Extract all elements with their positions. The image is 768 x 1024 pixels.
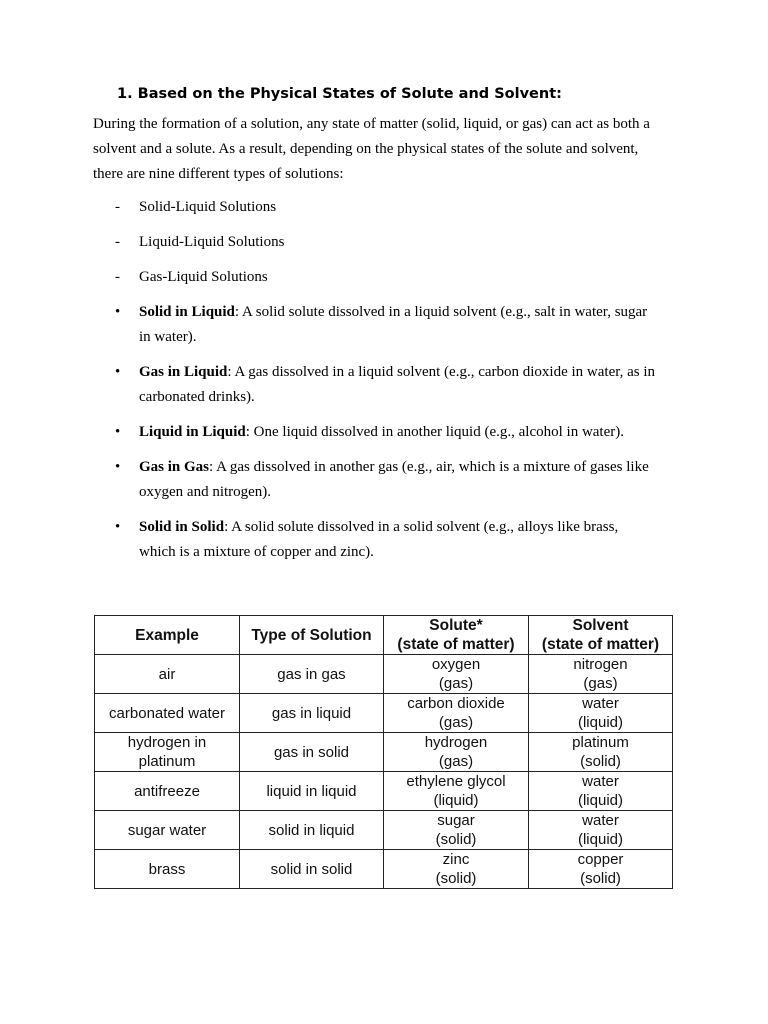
cell-text: hydrogen in: [127, 734, 207, 751]
cell-text: hydrogen: [424, 734, 488, 751]
cell-text: oxygen: [431, 656, 481, 673]
bullet-text: : A gas dissolved in another gas (e.g., air, which is a mixture of gases like: [209, 459, 649, 475]
dash-marker: -: [115, 234, 120, 250]
header-text: (state of matter): [397, 636, 515, 653]
table-cell: [384, 655, 529, 694]
table-cell: [95, 850, 240, 889]
bullet-item: [93, 455, 683, 505]
table-cell: [95, 772, 240, 811]
header-text: Example: [135, 626, 199, 644]
cell-text: solid in liquid: [268, 821, 355, 839]
header-text: Type of Solution: [251, 626, 372, 644]
cell-text: (liquid): [433, 792, 479, 809]
header-solute: [384, 616, 529, 655]
header-solvent: [529, 616, 673, 655]
cell-text: (liquid): [577, 792, 623, 809]
table-cell: [529, 655, 673, 694]
list-item: [93, 230, 683, 255]
cell-text: platinum: [572, 734, 629, 751]
dash-marker: -: [115, 269, 120, 285]
cell-text: (solid): [580, 870, 621, 887]
table-row: [95, 772, 673, 811]
intro-line: there are nine different types of solutions:: [93, 166, 344, 182]
cell-text: (solid): [435, 831, 477, 848]
bullet-marker: •: [115, 519, 121, 535]
cell-text: sugar water: [127, 821, 207, 839]
table-cell: [384, 772, 529, 811]
cell-text: brass: [148, 860, 186, 878]
bullet-text: : A gas dissolved in a liquid solvent (e.g., carbon dioxide in water, as in: [227, 364, 656, 380]
cell-text: solid in solid: [270, 860, 353, 878]
cell-text: gas in liquid: [271, 704, 352, 722]
dash-marker: -: [115, 199, 120, 215]
bullet-term: Liquid in Liquid: [139, 424, 246, 440]
bullet-text: carbonated drinks).: [139, 389, 255, 405]
table-cell: [529, 694, 673, 733]
table-cell: [240, 655, 384, 694]
table-row: [95, 733, 673, 772]
list-item-text: Solid-Liquid Solutions: [139, 199, 277, 215]
table-cell: [384, 733, 529, 772]
table-cell: [240, 733, 384, 772]
intro-paragraph: [93, 112, 683, 187]
bullet-item: [93, 515, 683, 565]
table-cell: [529, 850, 673, 889]
table-cell: [240, 811, 384, 850]
table-cell: [95, 733, 240, 772]
solutions-table: [94, 615, 673, 889]
table-cell: [529, 811, 673, 850]
intro-line: solvent and a solute. As a result, depending on the physical states of the solute and solvent,: [93, 141, 639, 157]
table-cell: [529, 733, 673, 772]
table-cell: [384, 811, 529, 850]
cell-text: carbon dioxide: [407, 695, 505, 712]
header-text: Solute*: [429, 617, 483, 634]
bullet-text: : A solid solute dissolved in a solid solvent (e.g., alloys like brass,: [224, 519, 619, 535]
cell-text: sugar: [437, 812, 475, 829]
table-row: [95, 655, 673, 694]
table-cell: [95, 811, 240, 850]
table-header-row: [95, 616, 673, 655]
cell-text: (gas): [438, 675, 474, 692]
cell-text: zinc: [442, 851, 470, 868]
solutions-table-container: [94, 615, 673, 889]
bullet-marker: •: [115, 424, 121, 440]
list-item-text: Liquid-Liquid Solutions: [139, 234, 285, 250]
table-cell: [95, 655, 240, 694]
cell-text: air: [158, 665, 176, 683]
cell-text: carbonated water: [109, 704, 225, 722]
table-row: [95, 694, 673, 733]
list-item: [93, 195, 683, 220]
cell-text: (gas): [438, 714, 474, 731]
bullet-text: : A solid solute dissolved in a liquid solvent (e.g., salt in water, sugar: [234, 304, 648, 320]
table-cell: [240, 850, 384, 889]
cell-text: ethylene glycol: [406, 773, 506, 790]
header-type: [240, 616, 384, 655]
bullet-text: oxygen and nitrogen).: [139, 484, 272, 500]
cell-text: water: [582, 773, 619, 790]
bullet-item: [93, 420, 683, 445]
header-example: [95, 616, 240, 655]
table-cell: [95, 694, 240, 733]
bullet-term: Gas in Liquid: [139, 364, 228, 380]
bullet-marker: •: [115, 304, 121, 320]
cell-text: gas in solid: [273, 743, 350, 761]
table-row: [95, 811, 673, 850]
cell-text: (liquid): [577, 831, 623, 848]
cell-text: gas in gas: [277, 665, 346, 683]
cell-text: (solid): [580, 753, 621, 770]
cell-text: water: [582, 812, 619, 829]
cell-text: (liquid): [577, 714, 623, 731]
table-row: [95, 850, 673, 889]
cell-text: water: [582, 695, 619, 712]
cell-text: (gas): [583, 675, 618, 692]
list-item: [93, 265, 683, 290]
cell-text: platinum: [138, 753, 196, 770]
cell-text: copper: [577, 851, 624, 868]
table-cell: [384, 850, 529, 889]
cell-text: (solid): [435, 870, 477, 887]
table-cell: [529, 772, 673, 811]
bullet-marker: •: [115, 459, 121, 475]
header-text: (state of matter): [541, 636, 660, 653]
cell-text: liquid in liquid: [266, 782, 357, 800]
table-cell: [384, 694, 529, 733]
bullet-text: : One liquid dissolved in another liquid (e.g., alcohol in water).: [245, 424, 625, 440]
cell-text: nitrogen: [573, 656, 628, 673]
bullet-term: Solid in Liquid: [139, 304, 235, 320]
bullet-item: [93, 300, 683, 350]
table-cell: [240, 772, 384, 811]
bullet-term: Solid in Solid: [139, 519, 225, 535]
bullet-text: which is a mixture of copper and zinc).: [139, 544, 374, 560]
table-cell: [240, 694, 384, 733]
bullet-item: [93, 360, 683, 410]
bullet-marker: •: [115, 364, 121, 380]
section-heading: 1. Based on the Physical States of Solute and Solvent:: [117, 86, 562, 102]
header-text: Solvent: [572, 617, 629, 634]
intro-line: During the formation of a solution, any state of matter (solid, liquid, or gas) can act as both a: [93, 116, 650, 132]
cell-text: antifreeze: [134, 782, 200, 800]
bullet-term: Gas in Gas: [139, 459, 210, 475]
cell-text: (gas): [438, 753, 474, 770]
bullet-text: in water).: [139, 329, 197, 345]
list-item-text: Gas-Liquid Solutions: [139, 269, 268, 285]
